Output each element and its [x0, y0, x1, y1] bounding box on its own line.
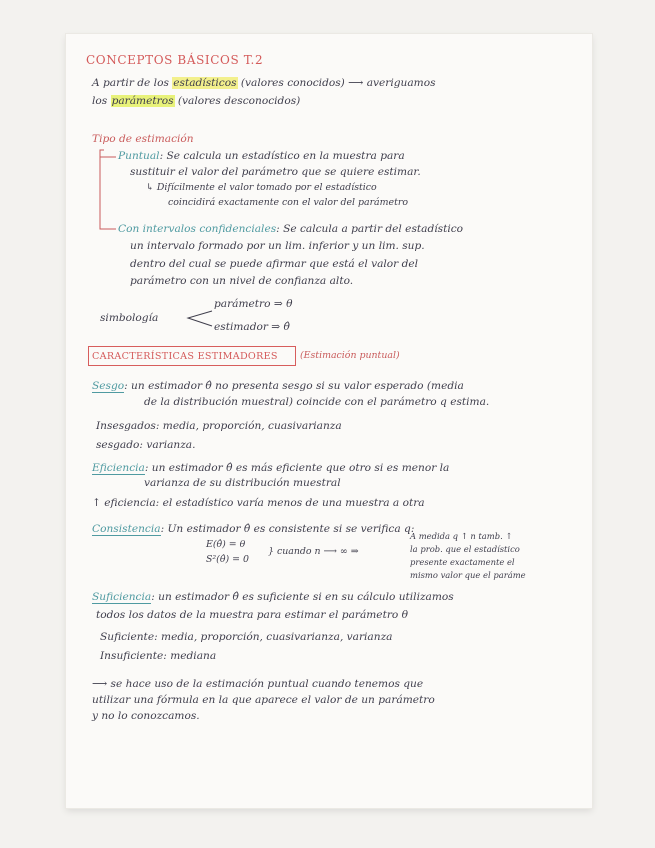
footer-line-2: utilizar una fórmula en la que aparece el valor de un parámetro [92, 694, 435, 706]
sesgado-line: sesgado: varianza. [96, 439, 196, 451]
caracteristicas-subheading: (Estimación puntual) [300, 350, 400, 361]
page-title: CONCEPTOS BÁSICOS T.2 [86, 53, 264, 67]
intervalos-line-2: un intervalo formado por un lim. inferior y un lim. sup. [130, 240, 425, 252]
intervalos-line-1 [118, 224, 463, 235]
suficiencia-line-1 [92, 592, 454, 603]
puntual-line-3: ↳ Difícilmente el valor tomado por el estadístico [146, 182, 377, 193]
suficiencia-label: Suficiencia [92, 591, 152, 603]
tipo-bracket-line [100, 150, 116, 229]
intervalos-label: Con intervalos confidenciales [118, 223, 277, 235]
insuficiente-line: Insuficiente: mediana [100, 650, 217, 662]
simbologia-estimador: estimador ⇒ θ̂ [214, 321, 290, 333]
eficiencia-text: : un estimador θ̂ es más eficiente que otro si es menor la [144, 462, 450, 474]
sesgo-line-2: de la distribución muestral) coincide con el parámetro q estima. [144, 396, 490, 408]
highlight-estadisticos: estadísticos [173, 77, 237, 89]
sesgo-text: : un estimador θ̂ no presenta sesgo si su valor esperado (media [124, 380, 464, 392]
consistencia-note-4: mismo valor que el paráme [410, 570, 526, 580]
intro-text: (valores conocidos) ⟶ averiguamos [237, 77, 436, 89]
sesgo-line-1 [92, 381, 464, 392]
puntual-label: Puntual [118, 150, 160, 162]
sesgo-label: Sesgo [92, 380, 125, 392]
puntual-line-4: coincidirá exactamente con el valor del parámetro [168, 197, 408, 208]
consistencia-label: Consistencia [92, 523, 161, 535]
consistencia-text: : Un estimador θ̂ es consistente si se verifica q: [160, 523, 415, 535]
simbologia-bracket [188, 311, 212, 326]
caracteristicas-heading-box [88, 346, 296, 366]
suficiencia-line-2: todos los datos de la muestra para estimar el parámetro θ [96, 609, 409, 621]
consistencia-note-3: presente exactamente el [410, 557, 515, 567]
highlight-parametros: parámetros [111, 95, 174, 107]
consistencia-condition: } cuando n ⟶ ∞ ⇒ [268, 546, 359, 557]
caracteristicas-heading: CARACTERÍSTICAS ESTIMADORES [92, 351, 278, 362]
insesgados-line: Insesgados: media, proporción, cuasivarianza [96, 420, 342, 432]
consistencia-line-1 [92, 524, 414, 535]
footer-line-3: y no lo conozcamos. [92, 710, 200, 722]
puntual-line-2: sustituir el valor del parámetro que se quiere estimar. [130, 166, 421, 178]
eficiencia-note: ↑ eficiencia: el estadístico varía menos de una muestra a otra [92, 497, 425, 509]
puntual-text: : Se calcula un estadístico en la muestra para [159, 150, 405, 162]
footer-line-1: ⟶ se hace uso de la estimación puntual cuando tenemos que [92, 678, 424, 690]
consistencia-eq-2: S²(θ̂) = 0 [206, 554, 249, 565]
intro-line-1 [92, 78, 436, 89]
intro-text: A partir de los [92, 77, 173, 89]
simbologia-label: simbología [100, 312, 159, 324]
suficiencia-text: : un estimador θ̂ es suficiente si en su cálculo utilizamos [151, 591, 454, 603]
consistencia-note-2: la prob. que el estadístico [410, 544, 520, 554]
eficiencia-label: Eficiencia [92, 462, 145, 474]
intro-text: los [92, 95, 111, 107]
eficiencia-line-1 [92, 463, 449, 474]
consistencia-eq-1: E(θ̂) = θ [206, 539, 246, 550]
puntual-line-1 [118, 151, 405, 162]
intervalos-line-4: parámetro con un nivel de confianza alto. [130, 275, 354, 287]
consistencia-note-1: A medida q ↑ n tamb. ↑ [410, 531, 513, 541]
suficiente-line: Suficiente: media, proporción, cuasivarianza, varianza [100, 631, 393, 643]
intro-line-2 [92, 96, 300, 107]
intro-text: (valores desconocidos) [174, 95, 301, 107]
intervalos-line-3: dentro del cual se puede afirmar que está el valor del [130, 258, 419, 270]
eficiencia-line-2: varianza de su distribución muestral [144, 477, 341, 489]
tipo-heading: Tipo de estimación [92, 133, 194, 145]
intervalos-text: : Se calcula a partir del estadístico [276, 223, 464, 235]
simbologia-parametro: parámetro ⇒ θ [214, 298, 293, 310]
